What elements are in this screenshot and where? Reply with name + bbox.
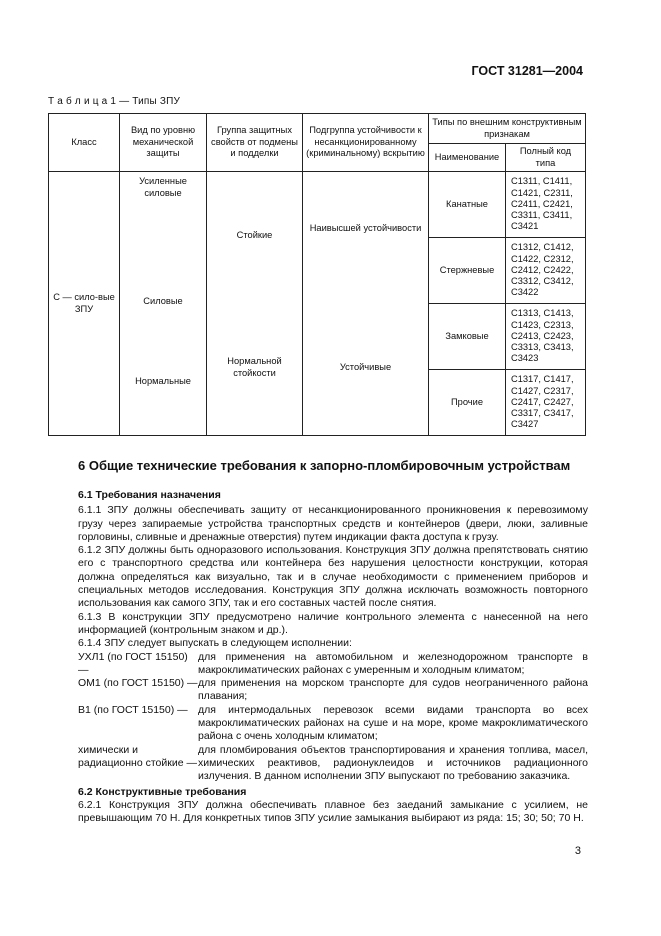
header-podgruppa: Подгруппа устойчивости к несанкционированному (криминальному) вскрытию bbox=[303, 114, 429, 172]
paragraph-621: 6.2.1 Конструкция ЗПУ должна обеспечивать плавное без заеданий замыкание с усилием, не превышающим 70 Н. Для конкретных типов ЗПУ усилие замыкания выбирают из ряда: 15; 30; 50; 70 Н. bbox=[78, 798, 588, 825]
header-gruppa: Группа защитных свойств от подмены и подделки bbox=[207, 114, 303, 172]
standard-header: ГОСТ 31281—2004 bbox=[471, 64, 583, 78]
subsection-title: 6.1 Требования назначения bbox=[78, 489, 221, 501]
variant-key: химически и радиационно стойкие — bbox=[78, 743, 197, 769]
header-vid: Вид по уровню механической защиты bbox=[120, 114, 207, 172]
variant-text: для применения на морском транспорте для судов неограниченного района плавания; bbox=[198, 677, 588, 703]
podgruppa-cell bbox=[303, 172, 429, 436]
page-number: 3 bbox=[574, 845, 581, 857]
variant-key: В1 (по ГОСТ 15150) — bbox=[78, 703, 188, 716]
paragraph-611: 6.1.1 ЗПУ должны обеспечивать защиту от несанкционированного проникновения к перевозимому грузу через запираемые устройства транспортных средств и контейнеров (двери, люки, заливные горловины, сливные и дренажные отверстия) путем индикации факта доступа к грузу. bbox=[78, 504, 588, 543]
gruppa-value: Стойкие bbox=[236, 230, 273, 240]
type-code: С1317, С1417, С1427, С2317, С2417, С2427, С3317, С3417, С3427 bbox=[506, 370, 586, 436]
variant-row bbox=[78, 651, 588, 678]
variant-row bbox=[78, 677, 588, 704]
variant-row bbox=[78, 704, 588, 744]
type-code: С1312, С1412, С1422, С2312, С2412, С2422, С3312, С3412, С3422 bbox=[506, 238, 586, 304]
type-name: Стержневые bbox=[429, 238, 506, 304]
variant-row bbox=[78, 744, 588, 784]
variant-text: для интермодальных перевозок всеми видами транспорта во всех макроклиматических районах на суше и на море, кроме макроклиматического района с очень холодным климатом; bbox=[198, 703, 588, 743]
vid-value: Усиленные силовые bbox=[139, 176, 187, 198]
vid-value: Силовые bbox=[143, 296, 183, 306]
section-title: 6 Общие технические требования к запорно-пломбировочным устройствам bbox=[78, 458, 571, 473]
header-tipy: Типы по внешним конструктивным признакам bbox=[429, 114, 586, 144]
variant-key: УХЛ1 (по ГОСТ 15150) — bbox=[78, 650, 188, 676]
paragraph-612: 6.1.2 ЗПУ должны быть одноразового использования. Конструкция ЗПУ должна препятствовать снятию его с транспортного средства или контейнера без нарушения целостности конструкции, которая должна определяться как визуально, так и в случае необходимости с применением приборов и специальных методов исследования. Конструкция ЗПУ должна исключать возможность повторного использования как самого ЗПУ, так и его составных частей после снятия. bbox=[78, 544, 588, 610]
section-body bbox=[78, 489, 588, 825]
type-name: Замковые bbox=[429, 304, 506, 370]
klass-cell: С — сило-вые ЗПУ bbox=[49, 172, 120, 436]
type-code: С1313, С1413, С1423, С2313, С2413, С2423, С3313, С3413, С3423 bbox=[506, 304, 586, 370]
type-code: С1311, С1411, С1421, С2311, С2411, С2421, С3311, С3411, С3421 bbox=[506, 172, 586, 238]
variant-text: для применения на автомобильном и железнодорожном транспорте в макроклиматических районах с умеренным и холодным климатом; bbox=[198, 650, 588, 676]
header-kod: Полный код типа bbox=[506, 144, 586, 172]
header-naim: Наименование bbox=[429, 144, 506, 172]
gruppa-value: Нормальной стойкости bbox=[227, 356, 282, 378]
header-klass: Класс bbox=[49, 114, 120, 172]
type-name: Прочие bbox=[429, 370, 506, 436]
paragraph-613: 6.1.3 В конструкции ЗПУ предусмотрено наличие контрольного элемента с нанесенной на него информацией (контрольным знаком и др.). bbox=[78, 610, 588, 636]
paragraph-614: 6.1.4 ЗПУ следует выпускать в следующем исполнении: bbox=[78, 637, 352, 650]
variant-key: ОМ1 (по ГОСТ 15150) — bbox=[78, 677, 198, 690]
subsection-title: 6.2 Конструктивные требования bbox=[78, 785, 247, 798]
vid-cell bbox=[120, 172, 207, 436]
gruppa-cell bbox=[207, 172, 303, 436]
type-name: Канатные bbox=[429, 172, 506, 238]
variant-text: для пломбирования объектов транспортирования и хранения топлива, масел, химических реактивов, радионуклеидов и источников радиационного излучения. В данном исполнении ЗПУ выпускают по требованию заказчика. bbox=[198, 743, 588, 783]
vid-value: Нормальные bbox=[135, 376, 191, 386]
types-table bbox=[48, 113, 586, 436]
podgruppa-value: Наивысшей устойчивости bbox=[309, 223, 422, 233]
podgruppa-value: Устойчивые bbox=[339, 362, 392, 372]
table-caption: Т а б л и ц а 1 — Типы ЗПУ bbox=[48, 96, 181, 107]
